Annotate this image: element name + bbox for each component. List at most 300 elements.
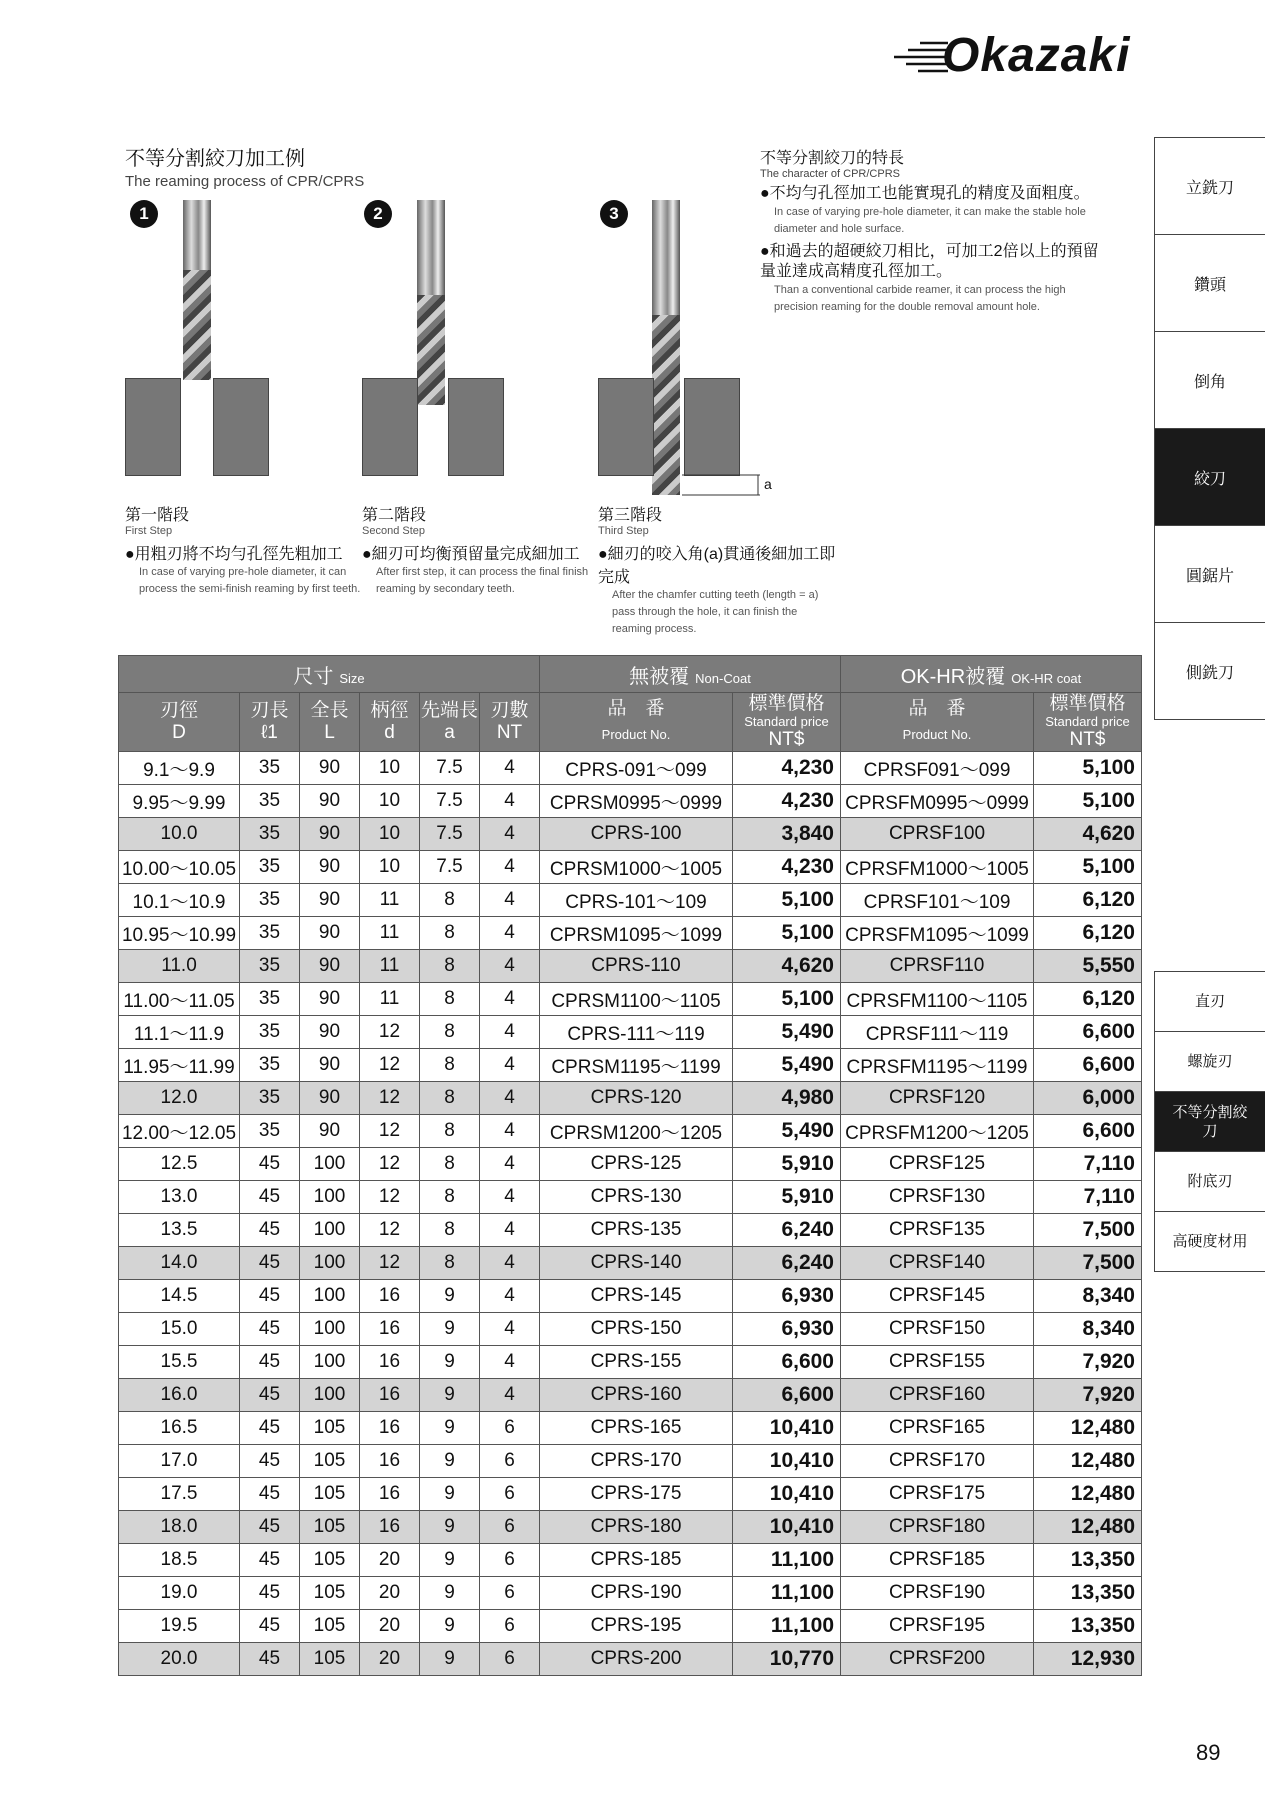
table-row <box>119 1313 1142 1346</box>
cell-product-no: CPRSF120 <box>841 1082 1034 1115</box>
table-row <box>119 1148 1142 1181</box>
cell-price: 5,490 <box>733 1016 841 1049</box>
cell-product-no: CPRSF100 <box>841 818 1034 851</box>
cell-product-no: CPRSF200 <box>841 1643 1034 1676</box>
cell-price: 4,620 <box>1034 818 1142 851</box>
cell-product-no: CPRS-185 <box>540 1544 733 1577</box>
cell-diameter: 10.00〜10.05 <box>119 851 240 884</box>
cell-tip-length: 7.5 <box>420 752 480 785</box>
cell-diameter: 11.00〜11.05 <box>119 983 240 1016</box>
cell-shank-dia: 12 <box>360 1016 420 1049</box>
cell-flute-length: 45 <box>240 1643 300 1676</box>
step-caption <box>598 502 838 638</box>
cell-price: 6,930 <box>733 1280 841 1313</box>
cell-diameter: 11.95〜11.99 <box>119 1049 240 1082</box>
step-title-en: Second Step <box>362 525 425 537</box>
cell-flute-count: 4 <box>480 884 540 917</box>
subcategory-tab[interactable]: 螺旋刃 <box>1154 1031 1265 1091</box>
features-title-zh: 不等分割絞刀的特長 <box>760 150 905 167</box>
cell-product-no: CPRSF135 <box>841 1214 1034 1247</box>
col-header-price: 標準價格 Standard price NT$ <box>1034 693 1142 752</box>
cell-flute-count: 4 <box>480 1379 540 1412</box>
cell-diameter: 18.5 <box>119 1544 240 1577</box>
col-header-tip-length: 先端長 a <box>420 693 480 752</box>
chamfer-length-label: a <box>764 476 772 492</box>
cell-flute-length: 35 <box>240 1049 300 1082</box>
cell-total-length: 90 <box>300 818 360 851</box>
cell-flute-length: 45 <box>240 1214 300 1247</box>
table-row <box>119 1247 1142 1280</box>
cell-diameter: 9.1〜9.9 <box>119 752 240 785</box>
cell-flute-length: 45 <box>240 1412 300 1445</box>
cell-price: 7,110 <box>1034 1181 1142 1214</box>
cell-shank-dia: 12 <box>360 1181 420 1214</box>
cell-tip-length: 8 <box>420 983 480 1016</box>
col-header-flute-count: 刃數 NT <box>480 693 540 752</box>
step-caption <box>362 502 602 598</box>
cell-price: 3,840 <box>733 818 841 851</box>
step-title-zh: 第一階段 <box>125 507 190 524</box>
cell-flute-count: 4 <box>480 1049 540 1082</box>
table-row <box>119 752 1142 785</box>
cell-flute-length: 45 <box>240 1511 300 1544</box>
cell-diameter: 9.95〜9.99 <box>119 785 240 818</box>
cell-price: 10,410 <box>733 1511 841 1544</box>
cell-shank-dia: 16 <box>360 1313 420 1346</box>
category-tab[interactable]: 倒角 <box>1154 331 1265 428</box>
cell-flute-count: 4 <box>480 785 540 818</box>
cell-product-no: CPRSF145 <box>841 1280 1034 1313</box>
table-row <box>119 884 1142 917</box>
cell-price: 10,770 <box>733 1643 841 1676</box>
cell-price: 4,230 <box>733 851 841 884</box>
cell-product-no: CPRSF140 <box>841 1247 1034 1280</box>
category-tab[interactable]: 側銑刀 <box>1154 622 1265 720</box>
brand-logo <box>880 28 1140 80</box>
table-row <box>119 1016 1142 1049</box>
table-row <box>119 1115 1142 1148</box>
cell-product-no: CPRSF125 <box>841 1148 1034 1181</box>
cell-total-length: 105 <box>300 1412 360 1445</box>
section-title-en: The reaming process of CPR/CPRS <box>125 173 365 190</box>
cell-total-length: 90 <box>300 983 360 1016</box>
cell-price: 12,480 <box>1034 1511 1142 1544</box>
cell-tip-length: 7.5 <box>420 818 480 851</box>
cell-price: 6,930 <box>733 1313 841 1346</box>
cell-tip-length: 8 <box>420 950 480 983</box>
workpiece-block-right <box>448 378 504 476</box>
cell-flute-count: 6 <box>480 1445 540 1478</box>
workpiece-block-right <box>684 378 740 476</box>
cell-product-no: CPRSM1100〜1105 <box>540 983 733 1016</box>
cell-price: 6,600 <box>1034 1049 1142 1082</box>
cell-product-no: CPRS-110 <box>540 950 733 983</box>
cell-diameter: 17.0 <box>119 1445 240 1478</box>
cell-product-no: CPRSFM0995〜0999 <box>841 785 1034 818</box>
cell-product-no: CPRSFM1095〜1099 <box>841 917 1034 950</box>
cell-flute-length: 45 <box>240 1478 300 1511</box>
cell-flute-length: 35 <box>240 917 300 950</box>
cell-flute-length: 35 <box>240 1115 300 1148</box>
cell-diameter: 15.0 <box>119 1313 240 1346</box>
cell-product-no: CPRS-160 <box>540 1379 733 1412</box>
cell-product-no: CPRSM1200〜1205 <box>540 1115 733 1148</box>
cell-shank-dia: 20 <box>360 1643 420 1676</box>
cell-shank-dia: 11 <box>360 917 420 950</box>
cell-price: 13,350 <box>1034 1577 1142 1610</box>
cell-price: 6,240 <box>733 1247 841 1280</box>
reamer-tool-image <box>183 200 211 380</box>
cell-product-no: CPRS-111〜119 <box>540 1016 733 1049</box>
section-heading <box>125 142 364 190</box>
step-desc-zh: ●細刃可均衡預留量完成細加工 <box>362 546 580 563</box>
col-header-price: 標準價格 Standard price NT$ <box>733 693 841 752</box>
cell-flute-count: 4 <box>480 752 540 785</box>
cell-total-length: 100 <box>300 1247 360 1280</box>
cell-tip-length: 9 <box>420 1379 480 1412</box>
cell-tip-length: 9 <box>420 1577 480 1610</box>
category-tab[interactable]: 圓鋸片 <box>1154 525 1265 622</box>
cell-product-no: CPRSM1095〜1099 <box>540 917 733 950</box>
cell-price: 6,240 <box>733 1214 841 1247</box>
logo-speed-lines-icon <box>880 40 950 74</box>
step-caption <box>125 502 365 598</box>
cell-diameter: 12.5 <box>119 1148 240 1181</box>
reamer-flutes <box>183 270 211 380</box>
cell-diameter: 17.5 <box>119 1478 240 1511</box>
cell-total-length: 90 <box>300 884 360 917</box>
cell-price: 6,600 <box>1034 1016 1142 1049</box>
cell-total-length: 90 <box>300 851 360 884</box>
cell-total-length: 105 <box>300 1643 360 1676</box>
table-row <box>119 1610 1142 1643</box>
cell-product-no: CPRSF190 <box>841 1577 1034 1610</box>
cell-shank-dia: 16 <box>360 1511 420 1544</box>
brand-name: Okazaki <box>942 29 1131 82</box>
table-row <box>119 1412 1142 1445</box>
cell-price: 12,480 <box>1034 1478 1142 1511</box>
cell-product-no: CPRS-150 <box>540 1313 733 1346</box>
cell-price: 5,100 <box>733 983 841 1016</box>
cell-total-length: 100 <box>300 1280 360 1313</box>
cell-price: 7,920 <box>1034 1379 1142 1412</box>
cell-price: 6,120 <box>1034 917 1142 950</box>
col-header-total-length: 全長 L <box>300 693 360 752</box>
cell-flute-length: 45 <box>240 1577 300 1610</box>
step-desc-zh: ●用粗刃將不均勻孔徑先粗加工 <box>125 546 343 563</box>
workpiece-block-left <box>125 378 181 476</box>
cell-tip-length: 9 <box>420 1445 480 1478</box>
noncoat-group-header: 無被覆 Non-Coat <box>540 656 841 693</box>
cell-flute-length: 45 <box>240 1544 300 1577</box>
cell-total-length: 90 <box>300 917 360 950</box>
step-title-en: First Step <box>125 525 173 537</box>
table-row <box>119 851 1142 884</box>
cell-shank-dia: 16 <box>360 1379 420 1412</box>
cell-total-length: 90 <box>300 1049 360 1082</box>
cell-diameter: 19.5 <box>119 1610 240 1643</box>
cell-total-length: 105 <box>300 1577 360 1610</box>
table-row <box>119 983 1142 1016</box>
cell-tip-length: 8 <box>420 1181 480 1214</box>
cell-product-no: CPRSM0995〜0999 <box>540 785 733 818</box>
cell-price: 5,550 <box>1034 950 1142 983</box>
cell-price: 6,000 <box>1034 1082 1142 1115</box>
cell-tip-length: 9 <box>420 1478 480 1511</box>
cell-tip-length: 8 <box>420 917 480 950</box>
cell-flute-length: 45 <box>240 1313 300 1346</box>
cell-tip-length: 9 <box>420 1544 480 1577</box>
cell-price: 5,490 <box>733 1115 841 1148</box>
category-tabs <box>1154 137 1265 720</box>
cell-shank-dia: 10 <box>360 851 420 884</box>
cell-price: 4,230 <box>733 785 841 818</box>
cell-product-no: CPRS-130 <box>540 1181 733 1214</box>
subcategory-tab[interactable]: 附底刃 <box>1154 1151 1265 1211</box>
cell-diameter: 18.0 <box>119 1511 240 1544</box>
cell-diameter: 20.0 <box>119 1643 240 1676</box>
step-number-badge: 3 <box>600 200 628 228</box>
cell-total-length: 105 <box>300 1544 360 1577</box>
cell-diameter: 16.0 <box>119 1379 240 1412</box>
cell-tip-length: 7.5 <box>420 851 480 884</box>
cell-diameter: 19.0 <box>119 1577 240 1610</box>
cell-flute-count: 4 <box>480 1214 540 1247</box>
subcategory-tab[interactable]: 不等分割絞刀 <box>1154 1091 1265 1151</box>
table-row <box>119 1445 1142 1478</box>
step-desc-en: After the chamfer cutting teeth (length = a) pass through the hole, it can finish the reaming process. <box>612 589 819 635</box>
workpiece-block-left <box>362 378 418 476</box>
cell-flute-count: 4 <box>480 818 540 851</box>
chamfer-dimension-line <box>680 470 770 500</box>
cell-shank-dia: 12 <box>360 1049 420 1082</box>
cell-flute-count: 4 <box>480 983 540 1016</box>
size-group-header: 尺寸 Size <box>119 656 540 693</box>
cell-product-no: CPRS-140 <box>540 1247 733 1280</box>
cell-flute-count: 6 <box>480 1478 540 1511</box>
cell-total-length: 105 <box>300 1478 360 1511</box>
cell-product-no: CPRSFM1195〜1199 <box>841 1049 1034 1082</box>
cell-tip-length: 9 <box>420 1313 480 1346</box>
reamer-tool-image <box>417 200 445 405</box>
cell-product-no: CPRS-175 <box>540 1478 733 1511</box>
cell-total-length: 90 <box>300 785 360 818</box>
cell-flute-count: 4 <box>480 1247 540 1280</box>
cell-product-no: CPRSF185 <box>841 1544 1034 1577</box>
reamer-tool-image <box>652 200 680 495</box>
cell-tip-length: 7.5 <box>420 785 480 818</box>
cell-price: 6,120 <box>1034 884 1142 917</box>
cell-flute-count: 4 <box>480 1016 540 1049</box>
cell-product-no: CPRSF160 <box>841 1379 1034 1412</box>
cell-shank-dia: 16 <box>360 1346 420 1379</box>
cell-product-no: CPRSM1000〜1005 <box>540 851 733 884</box>
cell-product-no: CPRSF110 <box>841 950 1034 983</box>
cell-flute-count: 4 <box>480 1115 540 1148</box>
feature-item-zh: ●和過去的超硬絞刀相比，可加工2倍以上的預留量並達成高精度孔徑加工。 <box>760 243 1099 280</box>
cell-price: 8,340 <box>1034 1280 1142 1313</box>
col-header-shank-dia: 柄徑 d <box>360 693 420 752</box>
cell-flute-count: 6 <box>480 1511 540 1544</box>
step-number-badge: 1 <box>130 200 158 228</box>
cell-price: 5,100 <box>1034 851 1142 884</box>
category-tab[interactable]: 鑽頭 <box>1154 234 1265 331</box>
cell-product-no: CPRSF180 <box>841 1511 1034 1544</box>
page-number: 89 <box>1196 1740 1221 1765</box>
cell-tip-length: 8 <box>420 1016 480 1049</box>
cell-price: 11,100 <box>733 1544 841 1577</box>
category-tab[interactable]: 立銑刀 <box>1154 137 1265 234</box>
feature-item-en: Than a conventional carbide reamer, it can process the high precision reaming for the double removal amount hole. <box>774 284 1066 313</box>
cell-shank-dia: 20 <box>360 1610 420 1643</box>
cell-shank-dia: 11 <box>360 983 420 1016</box>
cell-tip-length: 9 <box>420 1511 480 1544</box>
cell-shank-dia: 12 <box>360 1148 420 1181</box>
cell-flute-count: 4 <box>480 1181 540 1214</box>
cell-flute-count: 6 <box>480 1412 540 1445</box>
cell-diameter: 11.0 <box>119 950 240 983</box>
step-desc-en: In case of varying pre-hole diameter, it can process the semi-finish reaming by first teeth. <box>139 566 361 595</box>
cell-price: 5,100 <box>733 917 841 950</box>
subcategory-tab[interactable]: 直刃 <box>1154 971 1265 1031</box>
cell-price: 5,100 <box>1034 752 1142 785</box>
cell-price: 6,120 <box>1034 983 1142 1016</box>
cell-flute-length: 35 <box>240 752 300 785</box>
cell-product-no: CPRSF111〜119 <box>841 1016 1034 1049</box>
cell-product-no: CPRS-135 <box>540 1214 733 1247</box>
features-title-en: The character of CPR/CPRS <box>760 168 900 180</box>
cell-flute-count: 4 <box>480 917 540 950</box>
cell-product-no: CPRSF155 <box>841 1346 1034 1379</box>
cell-product-no: CPRS-200 <box>540 1643 733 1676</box>
cell-shank-dia: 12 <box>360 1082 420 1115</box>
col-header-product-no: 品 番 Product No. <box>841 693 1034 752</box>
table-row <box>119 1544 1142 1577</box>
cell-tip-length: 9 <box>420 1412 480 1445</box>
cell-shank-dia: 16 <box>360 1478 420 1511</box>
step-title-en: Third Step <box>598 525 649 537</box>
reamer-flutes <box>417 295 445 405</box>
cell-product-no: CPRSF170 <box>841 1445 1034 1478</box>
cell-product-no: CPRSF091〜099 <box>841 752 1034 785</box>
cell-price: 5,100 <box>733 884 841 917</box>
cell-total-length: 105 <box>300 1445 360 1478</box>
cell-total-length: 105 <box>300 1511 360 1544</box>
cell-flute-count: 4 <box>480 1148 540 1181</box>
table-row <box>119 785 1142 818</box>
cell-shank-dia: 10 <box>360 818 420 851</box>
spec-price-table <box>118 655 1142 1676</box>
cell-price: 13,350 <box>1034 1610 1142 1643</box>
cell-flute-count: 6 <box>480 1643 540 1676</box>
cell-diameter: 16.5 <box>119 1412 240 1445</box>
cell-diameter: 12.00〜12.05 <box>119 1115 240 1148</box>
cell-product-no: CPRS-165 <box>540 1412 733 1445</box>
cell-tip-length: 8 <box>420 1082 480 1115</box>
cell-shank-dia: 16 <box>360 1412 420 1445</box>
reamer-flutes <box>652 315 680 495</box>
cell-price: 11,100 <box>733 1577 841 1610</box>
cell-price: 4,980 <box>733 1082 841 1115</box>
cell-tip-length: 8 <box>420 1049 480 1082</box>
table-row <box>119 1379 1142 1412</box>
cell-flute-count: 4 <box>480 1082 540 1115</box>
cell-product-no: CPRS-100 <box>540 818 733 851</box>
cell-diameter: 13.0 <box>119 1181 240 1214</box>
cell-price: 6,600 <box>1034 1115 1142 1148</box>
cell-product-no: CPRSFM1000〜1005 <box>841 851 1034 884</box>
workpiece-block-left <box>598 378 654 476</box>
cell-price: 12,930 <box>1034 1643 1142 1676</box>
cell-flute-length: 35 <box>240 818 300 851</box>
hr-coat-group-header: OK-HR被覆 OK-HR coat <box>841 656 1142 693</box>
cell-price: 7,110 <box>1034 1148 1142 1181</box>
cell-product-no: CPRSFM1100〜1105 <box>841 983 1034 1016</box>
cell-product-no: CPRS-190 <box>540 1577 733 1610</box>
cell-flute-length: 35 <box>240 785 300 818</box>
table-row <box>119 1511 1142 1544</box>
table-row <box>119 950 1142 983</box>
cell-flute-length: 35 <box>240 1016 300 1049</box>
cell-flute-length: 35 <box>240 983 300 1016</box>
cell-price: 4,620 <box>733 950 841 983</box>
cell-price: 13,350 <box>1034 1544 1142 1577</box>
table-row <box>119 818 1142 851</box>
cell-shank-dia: 10 <box>360 752 420 785</box>
cell-product-no: CPRSF150 <box>841 1313 1034 1346</box>
cell-shank-dia: 11 <box>360 950 420 983</box>
cell-diameter: 10.0 <box>119 818 240 851</box>
cell-total-length: 90 <box>300 752 360 785</box>
cell-shank-dia: 12 <box>360 1247 420 1280</box>
cell-price: 12,480 <box>1034 1445 1142 1478</box>
cell-shank-dia: 16 <box>360 1280 420 1313</box>
cell-price: 10,410 <box>733 1478 841 1511</box>
cell-product-no: CPRS-125 <box>540 1148 733 1181</box>
cell-shank-dia: 10 <box>360 785 420 818</box>
cell-flute-length: 45 <box>240 1148 300 1181</box>
cell-product-no: CPRSF165 <box>841 1412 1034 1445</box>
cell-flute-count: 4 <box>480 851 540 884</box>
cell-flute-length: 45 <box>240 1346 300 1379</box>
cell-tip-length: 8 <box>420 1247 480 1280</box>
subcategory-tab[interactable]: 高硬度材用 <box>1154 1211 1265 1272</box>
cell-price: 10,410 <box>733 1445 841 1478</box>
section-title-zh: 不等分割絞刀加工例 <box>125 148 305 170</box>
cell-product-no: CPRSF101〜109 <box>841 884 1034 917</box>
cell-flute-length: 45 <box>240 1181 300 1214</box>
cell-flute-length: 45 <box>240 1247 300 1280</box>
cell-shank-dia: 16 <box>360 1445 420 1478</box>
cell-total-length: 100 <box>300 1214 360 1247</box>
category-tab[interactable]: 絞刀 <box>1154 428 1265 525</box>
cell-price: 8,340 <box>1034 1313 1142 1346</box>
cell-product-no: CPRS-180 <box>540 1511 733 1544</box>
cell-price: 5,490 <box>733 1049 841 1082</box>
cell-tip-length: 9 <box>420 1346 480 1379</box>
cell-diameter: 15.5 <box>119 1346 240 1379</box>
cell-total-length: 100 <box>300 1181 360 1214</box>
feature-item-zh: ●不均勻孔徑加工也能實現孔的精度及面粗度。 <box>760 185 1090 202</box>
table-row <box>119 1082 1142 1115</box>
cell-flute-count: 4 <box>480 1313 540 1346</box>
cell-diameter: 13.5 <box>119 1214 240 1247</box>
col-header-flute-length: 刃長 ℓ1 <box>240 693 300 752</box>
cell-flute-length: 45 <box>240 1379 300 1412</box>
cell-price: 11,100 <box>733 1610 841 1643</box>
step-title-zh: 第二階段 <box>362 507 427 524</box>
cell-flute-count: 4 <box>480 1346 540 1379</box>
